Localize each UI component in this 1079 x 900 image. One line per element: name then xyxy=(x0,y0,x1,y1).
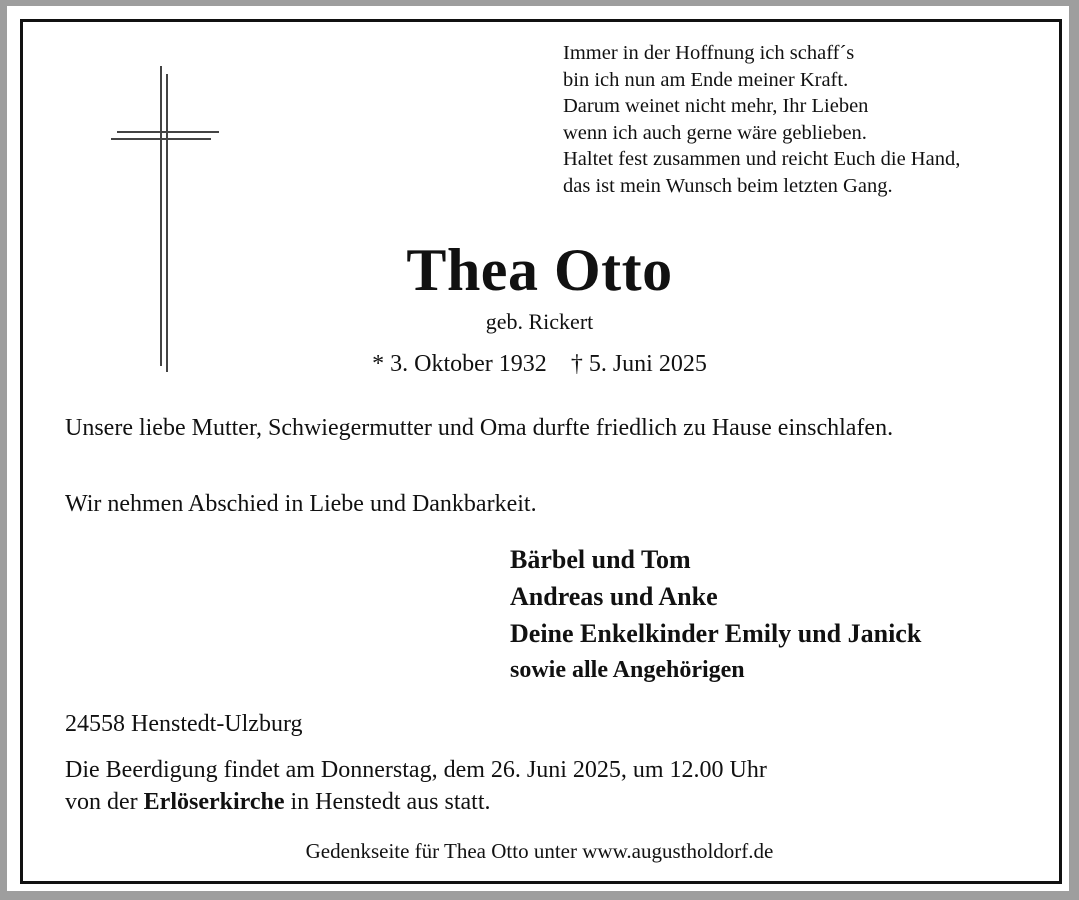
family-member: Andreas und Anke xyxy=(510,582,718,611)
church-name: Erlöserkirche xyxy=(143,789,285,815)
funeral-prefix: von der xyxy=(65,789,144,815)
poem-line: bin ich nun am Ende meiner Kraft. xyxy=(563,68,849,91)
family-member: Bärbel und Tom xyxy=(510,545,691,574)
message-paragraph: Unsere liebe Mutter, Schwiegermutter und Oma durfte friedlich zu Hause einschlafen. xyxy=(65,415,894,441)
poem-line: Immer in der Hoffnung ich schaff´s xyxy=(563,42,855,64)
family-signatures xyxy=(510,541,921,689)
place-of-residence: 24558 Henstedt-Ulzburg xyxy=(65,711,303,737)
family-member: Deine Enkelkinder Emily und Janick xyxy=(510,619,922,648)
life-dates xyxy=(7,351,1072,378)
message-paragraph: Wir nehmen Abschied in Liebe und Dankbarkeit. xyxy=(65,491,537,517)
death-date: † 5. Juni 2025 xyxy=(570,351,707,377)
poem-line: wenn ich auch gerne wäre geblieben. xyxy=(563,121,867,144)
funeral-notice xyxy=(65,754,975,818)
poem-line: Haltet fest zusammen und reicht Euch die Hand, xyxy=(563,148,961,170)
maiden-name: geb. Rickert xyxy=(485,309,594,334)
family-member: sowie alle Angehörigen xyxy=(510,657,745,683)
funeral-line: Die Beerdigung findet am Donnerstag, dem 26. Juni 2025, um 12.00 Uhr xyxy=(65,757,767,783)
funeral-line xyxy=(65,786,975,818)
deceased-name: Thea Otto xyxy=(406,237,673,303)
poem-line: Darum weinet nicht mehr, Ihr Lieben xyxy=(563,95,869,117)
birth-date: * 3. Oktober 1932 xyxy=(372,351,547,377)
poem-line: das ist mein Wunsch beim letzten Gang. xyxy=(563,174,893,197)
obituary-card xyxy=(7,6,1069,891)
memorial-page-note: Gedenkseite für Thea Otto unter www.augustholdorf.de xyxy=(305,839,774,863)
funeral-suffix: in Henstedt aus statt. xyxy=(284,789,491,815)
poem xyxy=(563,40,960,199)
